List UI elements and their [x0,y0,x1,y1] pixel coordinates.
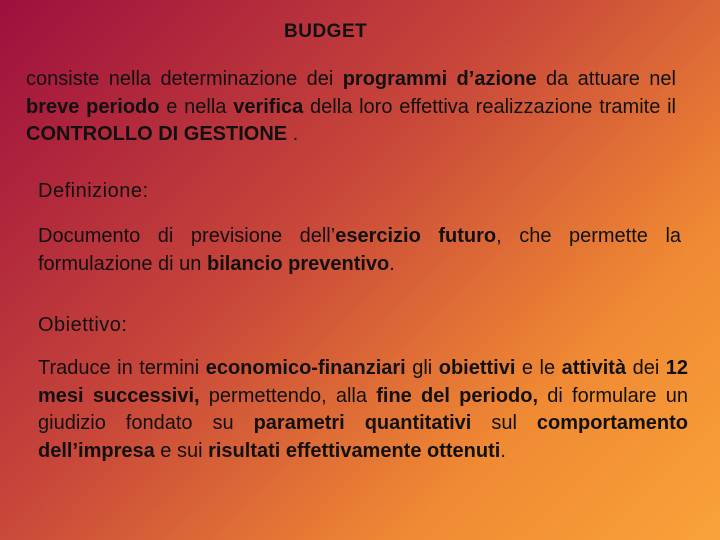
text-run: , che permette la formulazione di un [38,225,682,275]
objective-paragraph [38,355,688,465]
text-run: e sui [154,439,209,462]
text-run: Traduce in termini [38,357,206,379]
bold-run: Documento di previsione [38,225,283,247]
bold-run: parametri quantitativi [253,412,472,434]
intro-paragraph [26,66,676,149]
text-run: . [500,439,506,462]
bold-run: 12 mesi successivi, [38,357,689,407]
text-run: dei [626,357,666,379]
bold-run: risultati effettivamente ottenuti [208,439,501,462]
bold-run: comportamento dell’impresa [38,412,688,462]
bold-run: economico-finanziari [205,357,406,379]
text-run: permettendo, alla [199,384,377,407]
objective-heading: Obiettivo: [38,314,128,336]
bold-run: CONTROLLO DI GESTIONE [26,123,288,145]
text-run: sul [471,412,537,434]
text-run: . [287,123,299,145]
bold-run: fine del periodo, [376,384,539,407]
text-run: da attuare nel [536,68,676,90]
text-run: dell’ [282,225,336,247]
text-run: di formulare un giudizio fondato su [38,384,688,434]
bold-run: bilancio preventivo [206,252,390,275]
bold-run: programmi d’azione [342,68,537,90]
text-run: e nella [159,95,234,118]
text-run: . [389,252,395,275]
definition-heading: Definizione: [38,180,149,202]
text-run: e le [515,357,562,379]
text-run: gli [405,357,439,379]
slide-title: BUDGET [284,21,368,42]
definition-paragraph [38,223,681,278]
bold-run: verifica [233,95,304,118]
text-run: della loro effettiva realizzazione tramite il [303,95,676,118]
text-run: consiste nella determinazione dei [26,68,343,90]
bold-run: obiettivi [438,357,516,379]
bold-run: attività [561,357,627,379]
bold-run: esercizio futuro [335,225,497,247]
bold-run: breve periodo [26,95,160,118]
